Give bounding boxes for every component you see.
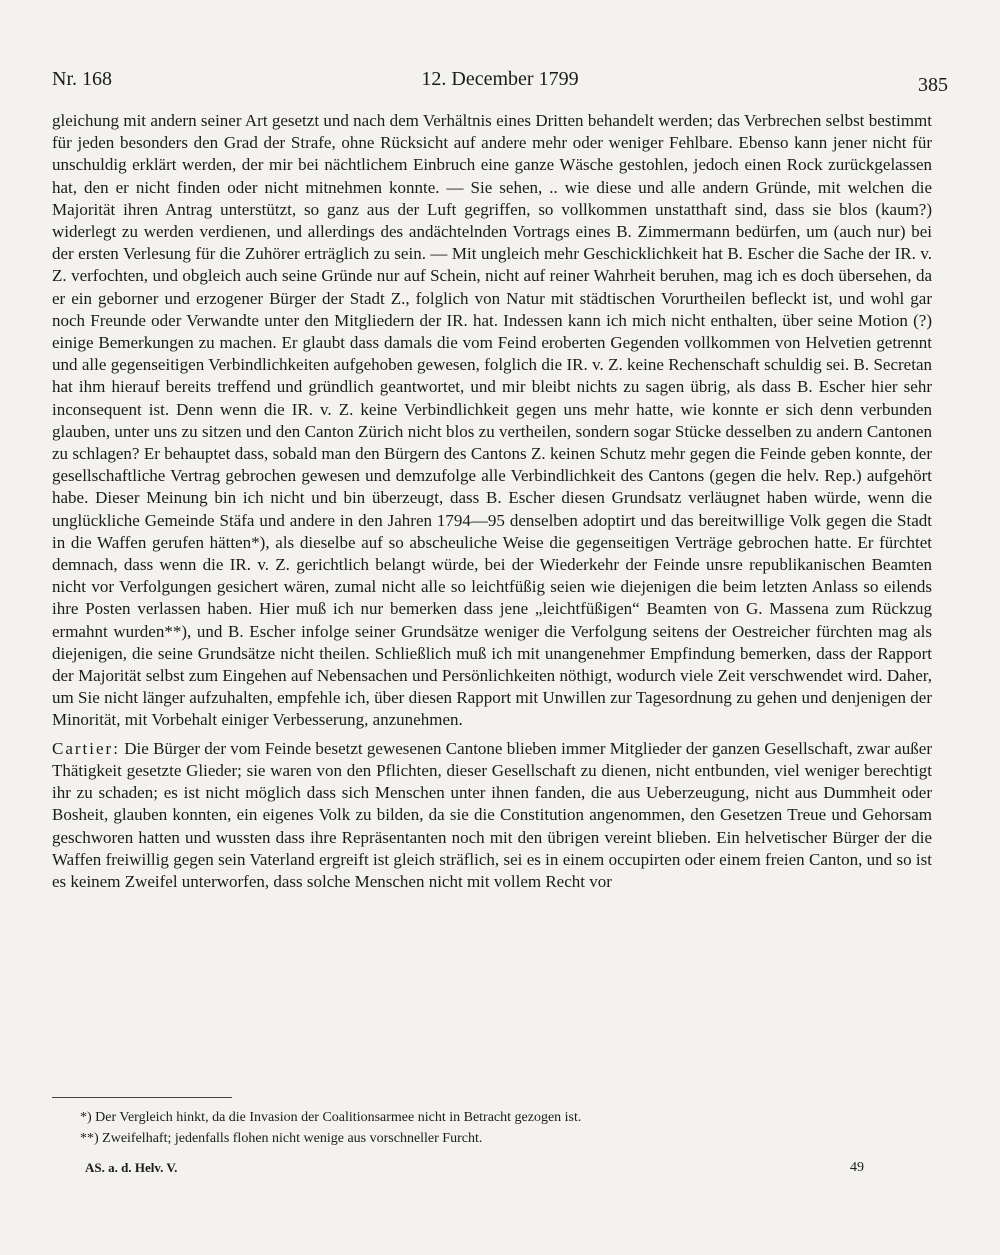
document-number: Nr. 168 (52, 68, 112, 90)
paragraph-text: gleichung mit andern seiner Art gesetzt und nach dem Verhältnis eines Dritten behandelt werden; das Verbrechen selbst bestimmt für jeden besonders den Grad der Strafe, ohne Rücksicht auf andere mehr oder weniger Fehlbare. Ebenso kann jener nicht für unschuldig erklärt werden, der mir bei nächtlichem Einbruch eine ganze Wäsche gestohlen, jedoch einen Rock zurückgelassen hat, den er nicht finden oder nicht mitnehmen konnte. — Sie sehen, .. wie diese und alle andern Gründe, mit welchen die Majorität ihren Antrag unterstützt, so ganz aus der Luft gegriffen, so vollkommen unstatthaft sind, dass sie blos (kaum?) widerlegt zu werden verdienen, und allerdings des andächtelnden Vortrags eines B. Zimmermann bedürfen, um (auch nur) bei der ersten Verlesung für die Zuhörer erträglich zu sein. — Mit ungleich mehr Geschicklichkeit hat B. Escher die Sache der IR. v. Z. verfochten, und obgleich auch seine Gründe nur auf Schein, nicht auf reiner Wahrheit beruhen, mag ich es doch übersehen, da er ein geborner und erzogener Bürger der Stadt Z., folglich von Natur mit städtischen Vorurtheilen befleckt ist, und wohl gar noch Freunde oder Verwandte unter den Mitgliedern der IR. hat. Indessen kann ich mich nicht enthalten, über seine Motion (?) einige Bemerkungen zu machen. Er glaubt dass damals die vom Feind eroberten Gegenden vollkommen von Helvetien getrennt und alle gegenseitigen Verbindlichkeiten aufgehoben gewesen, folglich die IR. v. Z. keine Rechenschaft schuldig sei. B. Secretan hat ihm hierauf bereits treffend und gründlich geantwortet, und mir bleibt nichts zu sagen übrig, als dass B. Escher hier sehr inconsequent ist. Denn wenn die IR. v. Z. keine Verbindlichkeit gegen uns mehr hatte, wie konnte er sich denn verbunden glauben, unter uns zu sitzen und den Canton Zürich nicht blos zu vertheilen, sondern sogar Stücke desselben zu andern Cantonen zu schlagen? Er behauptet dass, sobald man den Bürgern des Cantons Z. keinen Schutz mehr gegen die Feinde geben konnte, der gesellschaftliche Vertrag gebrochen gewesen und demzufolge alle Verbindlichkeit des Cantons (gegen die helv. Rep.) aufgehört habe. Dieser Meinung bin ich nicht und bin überzeugt, dass B. Escher diesen Grundsatz verläugnet haben würde, wenn die unglückliche Gemeinde Stäfa und andere in den Jahren 1794—95 denselben adoptirt und das bereitwillige Volk gegen die Stadt in die Waffen gerufen hätten*), als dieselbe auf so abscheuliche Weise die gegenseitigen Verträge gebrochen hatte. Er fürchtet demnach, dass wenn die IR. v. Z. gerichtlich belangt würde, bei der Wiederkehr der Feinde unsre republikanischen Beamten nicht vor Verfolgungen gesichert wären, zumal nicht alle so leichtfüßig seien wie diejenigen die beim letzten Anlass so eilends ihre Posten verlassen haben. Hier muß ich nur bemerken dass jene „leichtfüßigen“ Beamten von G. Massena zum Rückzug ermahnt wurden**), und B. Escher infolge seiner Grundsätze weniger die Verfolgung seitens der Oestreicher fürchten mag als diejenigen, die seine Grundsätze nicht theilen. Schließlich muß ich mit unangenehmer Empfindung bemerken, dass der Rapport der Majorität selbst zum Eingehen auf Nebensachen und Persönlichkeiten nöthigt, wodurch viele Zeit verschwendet wird. Daher, um Sie nicht länger aufzuhalten, empfehle ich, über diesen Rapport mit Unwillen zur Tagesordnung zu gehen und denjenigen der Minorität, mit Vorbehalt einiger Verbesserung, anzunehmen. (52, 111, 932, 730)
page-footer (85, 1160, 864, 1180)
sheet-number: 49 (850, 1160, 864, 1175)
document-date: 12. December 1799 (421, 68, 579, 90)
footnote: *) Der Vergleich hinkt, da die Invasion der Coalitionsarmee nicht in Betracht gezogen ist. (80, 1110, 582, 1125)
body-text (52, 110, 932, 893)
printer-signature: AS. a. d. Helv. V. (85, 1160, 178, 1175)
page-header (52, 68, 948, 98)
footnotes (80, 1107, 920, 1149)
footnote: **) Zweifelhaft; jedenfalls flohen nicht wenige aus vorschneller Furcht. (80, 1131, 483, 1146)
speaker-name: Cartier: (52, 738, 120, 758)
paragraph (52, 110, 932, 732)
paragraph-text: Die Bürger der vom Feinde besetzt gewesenen Cantone blieben immer Mitglieder der ganzen Gesellschaft, zwar außer Thätigkeit gesetzte Glieder; sie waren von den Pflichten, dieser Gesellschaft zu dienen, nicht entbunden, viel weniger berechtigt ihr zu schaden; es ist nicht möglich dass sich Menschen unter ihnen fanden, die aus Ueberzeugung, nicht aus Dummheit oder Bosheit, glauben konnten, ein eigenes Volk zu bilden, da sie die Constitution angenommen, den Gesetzen Treue und Gehorsam geschworen hatten und wussten dass ihre Repräsentanten noch mit den übrigen vereint blieben. Ein helvetischer Bürger der die Waffen freiwillig gegen sein Vaterland ergreift ist gleich sträflich, sei es in einem occupirten oder einem freien Canton, und so ist es keinem Zweifel unterworfen, dass solche Menschen nicht mit vollem Recht vor (52, 738, 932, 891)
page-number: 385 (918, 74, 948, 96)
footnote-divider (52, 1097, 232, 1098)
paragraph (52, 738, 932, 893)
